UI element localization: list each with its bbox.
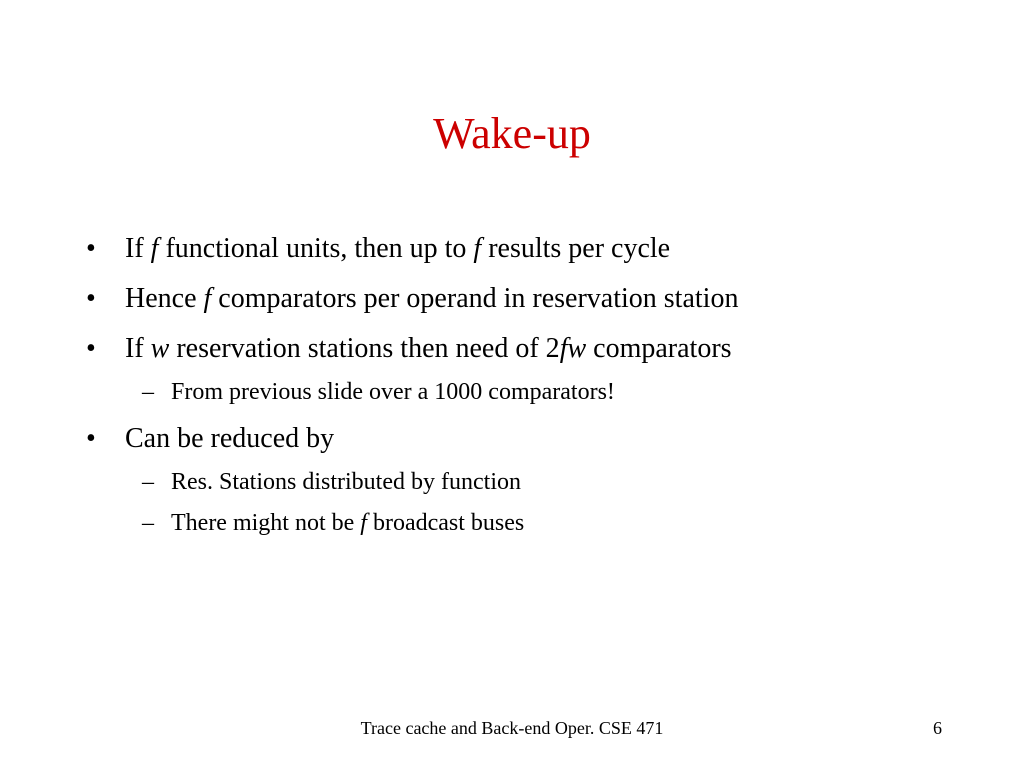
bullet-marker: • [86,333,96,364]
math-variable: f [360,510,367,536]
text-run: comparators [586,333,732,364]
bullet-text: Can be reduced by [125,423,335,454]
math-variable: f [150,233,159,264]
text-run: reservation stations then need of 2 [169,333,560,364]
page-number: 6 [933,718,942,738]
text-run: broadcast buses [366,510,525,536]
bullet-marker: • [86,423,96,454]
math-variable: f [203,283,212,314]
slide-footer: Trace cache and Back-end Oper. CSE 471 [360,718,664,738]
bullet-marker: • [86,283,96,314]
slide-title: Wake-up [433,109,591,158]
text-run: comparators per operand in reservation station [211,283,739,314]
math-variable: w [150,333,170,364]
sub-bullet-text: Res. Stations distributed by function [171,469,521,495]
text-run: If [125,233,151,264]
sub-bullet-text [171,509,524,537]
text-run: results per cycle [481,233,671,264]
text-run: If [125,333,151,364]
math-variable: f [473,233,482,264]
sub-bullet-marker: – [142,379,154,405]
bullet-text [125,332,732,366]
math-variable: fw [559,333,587,364]
sub-bullet-marker: – [142,469,154,495]
bullet-text [125,282,738,316]
sub-bullet-text: From previous slide over a 1000 comparators! [171,379,615,405]
text-run: Hence [125,283,204,314]
sub-bullet-marker: – [142,510,154,536]
bullet-text [125,232,670,266]
text-run: functional units, then up to [158,233,474,264]
text-run: There might not be [171,510,361,536]
bullet-marker: • [86,233,96,264]
